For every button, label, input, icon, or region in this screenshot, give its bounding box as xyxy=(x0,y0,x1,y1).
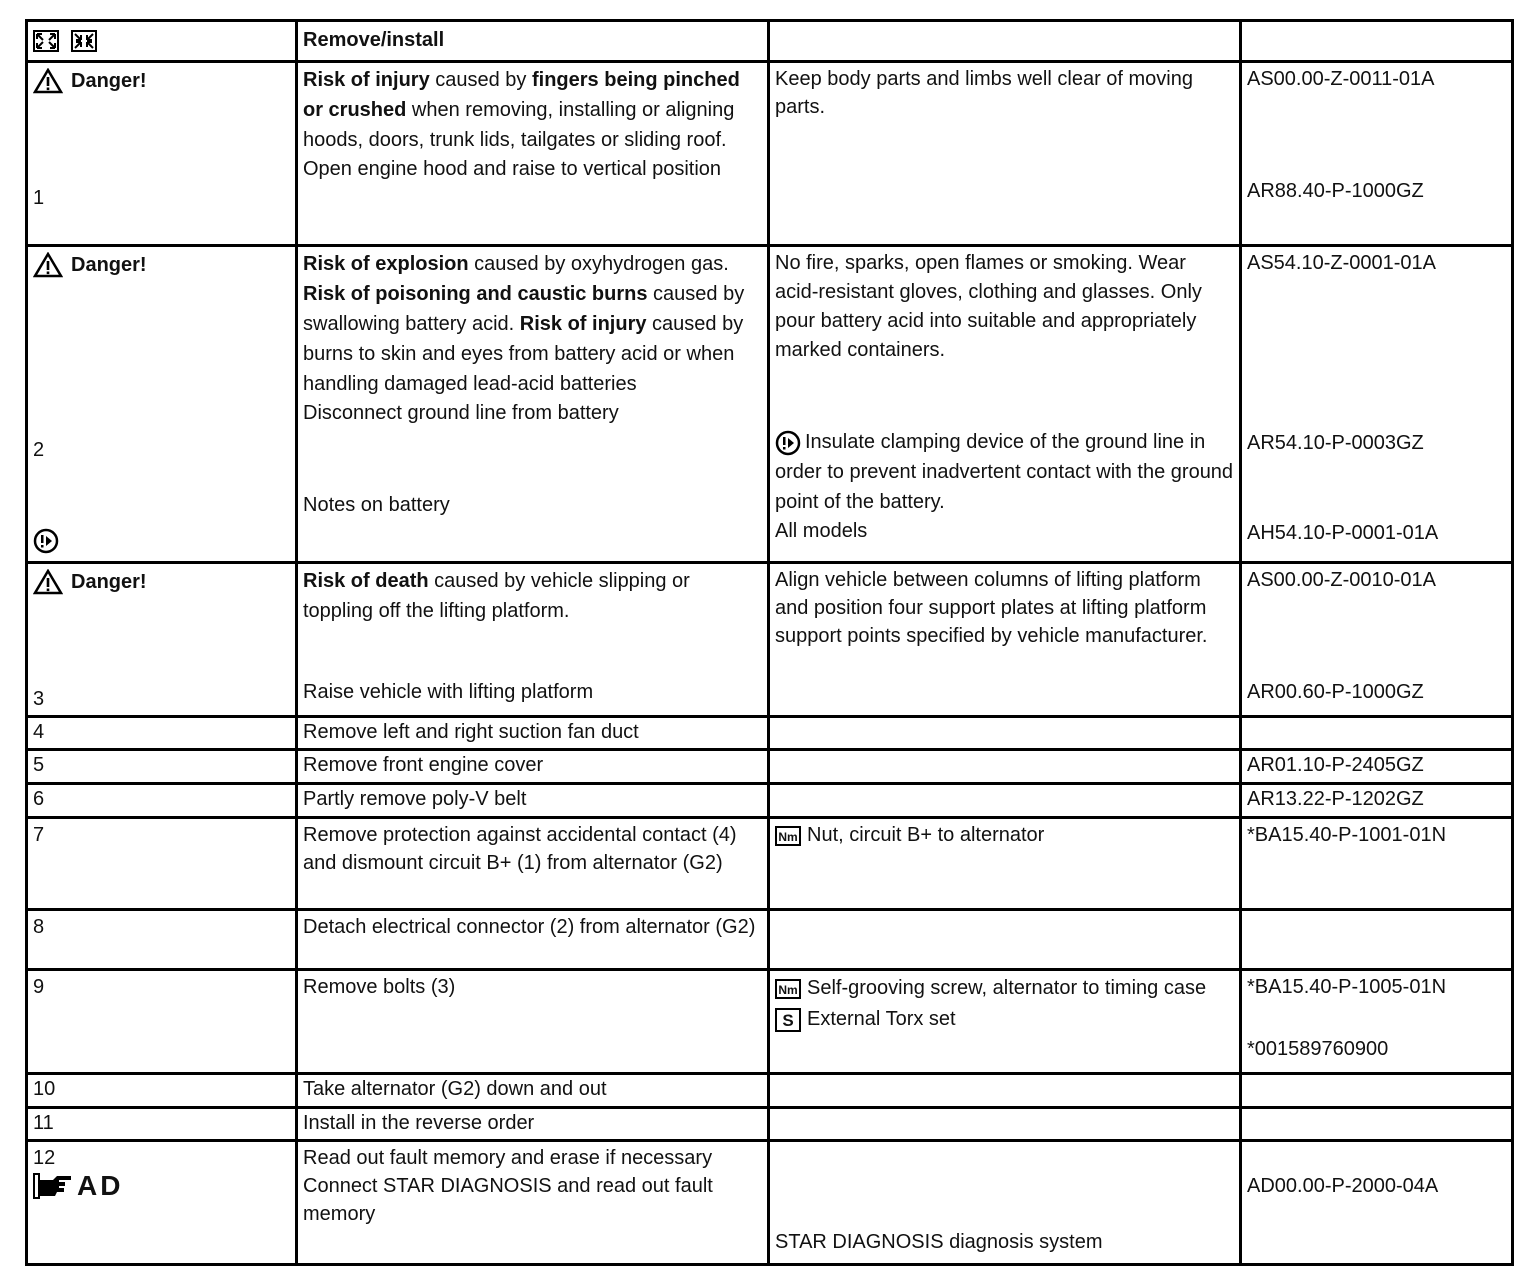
note-text xyxy=(769,784,1241,818)
torque-nm-icon: Nm xyxy=(775,826,801,846)
note-with-icon: Insulate clamping device of the ground line in order to prevent inadvertent contact with the ground point of the battery. xyxy=(775,431,1234,513)
doc-reference[interactable]: AS00.00-Z-0010-01A xyxy=(1247,569,1437,591)
step-number: 9 xyxy=(27,970,297,1074)
note-text: Keep body parts and limbs well clear of moving parts. xyxy=(775,68,1193,118)
step-number: 11 xyxy=(27,1108,297,1141)
doc-reference[interactable]: *BA15.40-P-1005-01N xyxy=(1247,976,1447,998)
note-text xyxy=(769,1074,1241,1108)
step-row-6 xyxy=(27,784,1513,818)
step-text: Remove bolts (3) xyxy=(297,970,769,1074)
doc-reference[interactable]: AR13.22-P-1202GZ xyxy=(1241,784,1513,818)
step-text: Install in the reverse order xyxy=(297,1108,769,1141)
risk-text: Risk of death caused by vehicle slipping or toppling off the lifting platform. xyxy=(303,570,690,622)
section-row-3 xyxy=(27,563,1513,717)
info-circle-icon xyxy=(33,528,59,554)
step-number: 3 xyxy=(33,688,45,710)
note-text: STAR DIAGNOSIS diagnosis system xyxy=(775,1231,1103,1253)
warning-triangle-icon xyxy=(33,252,63,278)
step-text: Disconnect ground line from battery xyxy=(303,402,619,424)
expand-icon[interactable] xyxy=(33,30,59,52)
header-empty-cell xyxy=(1241,21,1513,62)
section-row-1 xyxy=(27,62,1513,246)
note-text xyxy=(769,910,1241,970)
step-row-8 xyxy=(27,910,1513,970)
step-text: Partly remove poly-V belt xyxy=(297,784,769,818)
danger-badge xyxy=(33,251,147,279)
step-number: 12 xyxy=(33,1147,56,1169)
risk-text: Risk of explosion caused by oxyhydrogen gas. Risk of poisoning and caustic burns caused by swallowing battery acid. Risk of injury caused by burns to skin and eyes from battery acid or when handling damaged lead-acid batteries xyxy=(303,253,745,395)
torque-note: Nm Self-grooving screw, alternator to timing case S External Torx set xyxy=(769,970,1241,1074)
step-text: Remove protection against accidental contact (4) and dismount circuit B+ (1) from alternator (G2) xyxy=(297,818,769,910)
step-text: Take alternator (G2) down and out xyxy=(297,1074,769,1108)
section-1-labels xyxy=(27,62,297,246)
step-text: Open engine hood and raise to vertical position xyxy=(303,158,722,180)
step-number: 4 xyxy=(27,717,297,750)
step-row-5 xyxy=(27,750,1513,784)
section-1-text xyxy=(297,62,769,246)
step-12-refs xyxy=(1241,1141,1513,1265)
doc-reference[interactable]: AS54.10-Z-0001-01A xyxy=(1247,252,1437,274)
danger-label: Danger! xyxy=(71,70,147,92)
danger-badge xyxy=(33,67,147,95)
doc-reference[interactable]: AH54.10-P-0001-01A xyxy=(1247,522,1439,544)
danger-badge xyxy=(33,568,147,596)
section-2-notes xyxy=(769,246,1241,563)
step-row-10 xyxy=(27,1074,1513,1108)
step-subtext: Connect STAR DIAGNOSIS and read out fault memory xyxy=(303,1175,713,1225)
step-row-12 xyxy=(27,1141,1513,1265)
doc-reference[interactable]: *BA15.40-P-1001-01N xyxy=(1241,818,1513,910)
diagnosis-badge: AD xyxy=(33,1172,123,1200)
step-row-7 xyxy=(27,818,1513,910)
header-title: Remove/install xyxy=(297,21,769,62)
doc-reference[interactable]: AR54.10-P-0003GZ xyxy=(1247,432,1424,454)
step-number: 7 xyxy=(27,818,297,910)
danger-label: Danger! xyxy=(71,254,147,276)
torque-nm-icon: Nm xyxy=(775,979,801,999)
warning-triangle-icon xyxy=(33,68,63,94)
note-text: Align vehicle between columns of lifting platform and position four support plates at lifting platform support points specified by vehicle manufacturer. xyxy=(775,569,1208,647)
torque-note: Nm Nut, circuit B+ to alternator xyxy=(769,818,1241,910)
step-text: Read out fault memory and erase if necessary xyxy=(303,1147,713,1169)
doc-reference[interactable]: AR88.40-P-1000GZ xyxy=(1247,180,1424,202)
table-header-row xyxy=(27,21,1513,62)
doc-reference[interactable] xyxy=(1241,1074,1513,1108)
step-number: 8 xyxy=(27,910,297,970)
section-3-text xyxy=(297,563,769,717)
doc-reference[interactable] xyxy=(1241,717,1513,750)
step-12-notes xyxy=(769,1141,1241,1265)
header-empty-cell xyxy=(769,21,1241,62)
info-circle-icon xyxy=(775,430,801,456)
note-text xyxy=(769,1108,1241,1141)
step-row-4 xyxy=(27,717,1513,750)
step-number: 10 xyxy=(27,1074,297,1108)
step-text: Raise vehicle with lifting platform xyxy=(303,681,594,703)
section-2-labels xyxy=(27,246,297,563)
doc-reference[interactable] xyxy=(1241,1108,1513,1141)
doc-reference[interactable]: AS00.00-Z-0011-01A xyxy=(1247,68,1435,90)
section-row-2 xyxy=(27,246,1513,563)
reference-cell xyxy=(1241,970,1513,1074)
step-12-text xyxy=(297,1141,769,1265)
procedure-table xyxy=(25,19,1514,1266)
note-text xyxy=(769,717,1241,750)
warning-triangle-icon xyxy=(33,569,63,595)
section-1-notes xyxy=(769,62,1241,246)
step-row-11 xyxy=(27,1108,1513,1141)
section-3-refs xyxy=(1241,563,1513,717)
section-3-notes xyxy=(769,563,1241,717)
doc-reference[interactable]: AR01.10-P-2405GZ xyxy=(1241,750,1513,784)
doc-reference[interactable]: AD00.00-P-2000-04A xyxy=(1247,1175,1439,1197)
doc-reference[interactable]: AR00.60-P-1000GZ xyxy=(1247,681,1424,703)
step-number: 6 xyxy=(27,784,297,818)
step-text: Detach electrical connector (2) from alternator (G2) xyxy=(297,910,769,970)
step-text: Remove front engine cover xyxy=(297,750,769,784)
note-text: All models xyxy=(775,520,868,542)
step-number: 5 xyxy=(27,750,297,784)
collapse-icon[interactable] xyxy=(71,30,97,52)
section-2-refs xyxy=(1241,246,1513,563)
special-tool-icon: S xyxy=(775,1008,801,1032)
step-text: Remove left and right suction fan duct xyxy=(297,717,769,750)
step-number: 2 xyxy=(33,439,45,461)
doc-reference[interactable] xyxy=(1241,910,1513,970)
note-text xyxy=(769,750,1241,784)
pointing-hand-icon xyxy=(33,1172,73,1200)
risk-text: Risk of injury caused by fingers being pinched or crushed when removing, installing or aligning hoods, doors, trunk lids, tailgates or sliding roof. xyxy=(303,69,740,151)
section-2-text xyxy=(297,246,769,563)
section-3-labels xyxy=(27,563,297,717)
tool-reference[interactable]: *001589760900 xyxy=(1247,1038,1389,1060)
step-12-labels xyxy=(27,1141,297,1265)
step-number: 1 xyxy=(33,187,45,209)
info-text: Notes on battery xyxy=(303,494,450,516)
note-text: No fire, sparks, open flames or smoking. Wear acid-resistant gloves, clothing and glasses. Only pour battery acid into suitable and appropriately marked containers. xyxy=(775,252,1202,361)
section-1-refs xyxy=(1241,62,1513,246)
danger-label: Danger! xyxy=(71,571,147,593)
header-icons-cell xyxy=(27,21,297,62)
step-row-9 xyxy=(27,970,1513,1074)
